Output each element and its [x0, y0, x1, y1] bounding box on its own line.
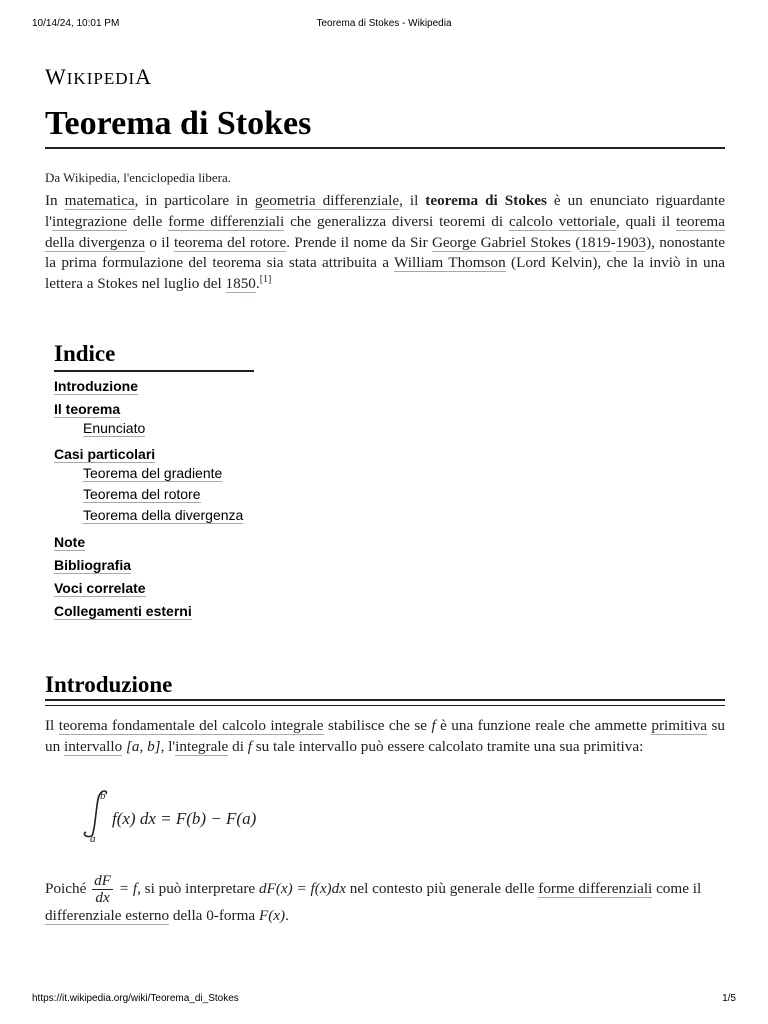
toc-item-enunciato[interactable]: Enunciato — [83, 420, 146, 436]
wordmark-small-caps: IKIPEDI — [66, 69, 136, 88]
print-header — [32, 18, 736, 32]
section-paragraph-1: Il teorema fondamentale del calcolo integrale stabilisce che se f è una funzione reale che ammette primitiva su un intervallo [a, b], l'integrale di f su tale intervallo può essere calcolato tramite una sua primitiva: — [45, 717, 725, 755]
toc-item-teorema-divergenza[interactable]: Teorema della divergenza — [83, 507, 244, 523]
toc-item-note[interactable]: Note — [54, 534, 86, 550]
link-intervallo[interactable]: intervallo — [63, 737, 123, 755]
math-interval: [a, b] — [125, 737, 161, 755]
wikipedia-wordmark[interactable] — [45, 64, 152, 90]
reference-1[interactable]: [1] — [259, 274, 272, 286]
wordmark-letter-w: W — [45, 64, 67, 89]
fraction-dF-dx: $\frac{dF}{dx}$ — [94, 872, 112, 907]
math-differential: dF(x) = f(x)dx — [258, 880, 346, 898]
link-matematica[interactable]: matematica — [64, 192, 135, 209]
link-primitiva[interactable]: primitiva — [651, 717, 708, 734]
link-teorema-divergenza[interactable]: teorema della divergenza — [45, 212, 725, 251]
link-integrazione[interactable]: integrazione — [51, 212, 128, 230]
intro-paragraph: In matematica, in particolare in geometria differenziale, il teorema di Stokes è un enunciato riguardante l'integrazione delle forme differenziali che generalizza diversi teoremi di calcolo vettoriale, quali il teorema della divergenza o il teorema del rotore. Prende il nome da Sir George Gabriel Stokes (1819-1903), nonostante la prima formulazione del teorema sia stata attribuita a William Thomson (Lord Kelvin), che la inviò in una lettera a Stokes nel luglio del 1850.[1] — [45, 192, 725, 293]
print-datetime: 10/14/24, 10:01 PM — [32, 18, 120, 29]
title-divider — [45, 147, 725, 149]
print-url: https://it.wikipedia.org/wiki/Teorema_di_Stokes — [32, 993, 239, 1004]
table-of-contents — [54, 340, 264, 620]
integral-upper-limit: b — [100, 790, 106, 802]
print-footer — [32, 993, 736, 1007]
math-f: f — [431, 717, 436, 734]
toc-item-voci-correlate[interactable]: Voci correlate — [54, 580, 146, 596]
section-divider — [45, 699, 725, 701]
section-divider-thin — [45, 705, 725, 706]
link-forme-differenziali[interactable]: forme differenziali — [168, 212, 285, 230]
tagline: Da Wikipedia, l'enciclopedia libera. — [45, 170, 232, 185]
link-differenziale-esterno[interactable]: differenziale esterno — [45, 907, 170, 925]
toc-item-casi-particolari[interactable]: Casi particolari — [54, 446, 156, 462]
link-integrale[interactable]: integrale — [175, 737, 229, 755]
link-forme-differenziali-2[interactable]: forme differenziali — [538, 880, 653, 898]
link-calcolo-vettoriale[interactable]: calcolo vettoriale — [508, 212, 616, 230]
section-heading-introduzione: Introduzione — [45, 672, 173, 697]
integral-formula — [78, 788, 338, 844]
link-teorema-rotore[interactable]: teorema del rotore — [173, 233, 287, 251]
link-geometria-differenziale[interactable]: geometria differenziale — [254, 192, 400, 209]
print-doc-title: Teorema di Stokes - Wikipedia — [316, 18, 452, 29]
print-page-number: 1/5 — [722, 993, 736, 1004]
toc-item-collegamenti-esterni[interactable]: Collegamenti esterni — [54, 603, 192, 619]
link-george-gabriel-stokes[interactable]: George Gabriel Stokes — [431, 233, 571, 251]
bold-term: teorema di Stokes — [425, 192, 547, 209]
link-1819[interactable]: 1819 — [580, 233, 611, 251]
toc-title: Indice — [54, 341, 116, 366]
integral-lower-limit: a — [90, 833, 96, 844]
link-1850[interactable]: 1850 — [225, 275, 256, 293]
link-1903[interactable]: 1903 — [615, 233, 647, 251]
toc-item-teorema-gradiente[interactable]: Teorema del gradiente — [83, 465, 223, 481]
toc-item-bibliografia[interactable]: Bibliografia — [54, 557, 132, 573]
toc-divider — [54, 370, 254, 372]
toc-item-il-teorema[interactable]: Il teorema — [54, 401, 121, 417]
math-Fx: F(x) — [258, 907, 286, 925]
section-paragraph-2: Poiché $\frac{dF}{dx}$ = f, si può interpretare dF(x) = f(x)dx nel contesto più generale delle forme differenziali come il differenziale esterno della 0-forma F(x). — [45, 872, 702, 925]
link-teorema-fondamentale[interactable]: teorema fondamentale del calcolo integrale — [58, 717, 324, 734]
page-title: Teorema di Stokes — [45, 105, 312, 142]
math-f-2: f — [247, 737, 252, 755]
integral-body: f(x) dx = F(b) − F(a) — [112, 809, 257, 828]
integral-sign-icon — [78, 788, 338, 844]
toc-item-introduzione[interactable]: Introduzione — [54, 378, 138, 394]
toc-item-teorema-rotore[interactable]: Teorema del rotore — [83, 486, 201, 502]
wordmark-letter-a: A — [135, 64, 153, 89]
link-william-thomson[interactable]: William Thomson — [394, 254, 506, 272]
